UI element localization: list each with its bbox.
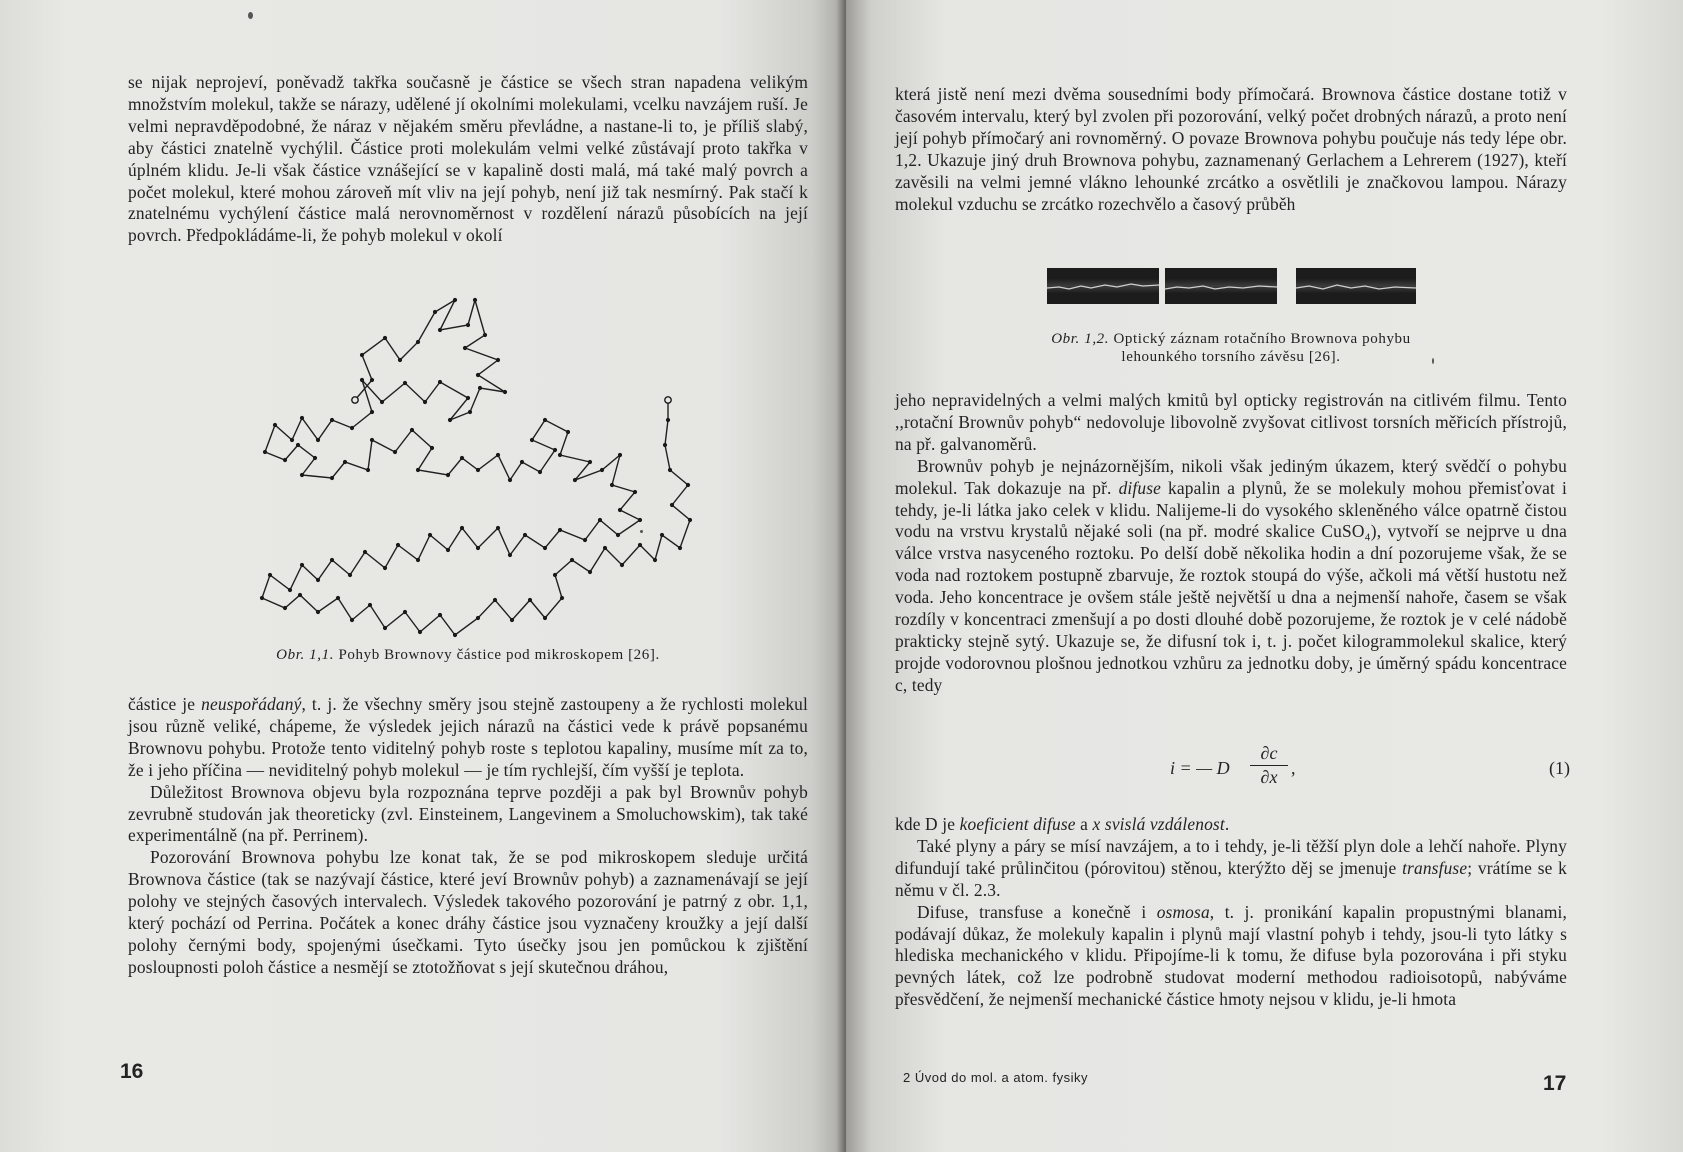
- equation-numerator: ∂c: [1260, 743, 1278, 763]
- right-paragraph-2: jeho nepravidelných a velmi malých kmitů byl opticky registrován na citlivém filmu. Tento ,,rotační Brownův pohyb“ nedovoluje libovolně zvyšovat citlivost torsních měřicích přístrojů, na př. galvanoměrů.: [895, 390, 1567, 454]
- left-bottom-text: [128, 694, 808, 979]
- path-point: [313, 456, 317, 460]
- paper-speck: [248, 12, 253, 19]
- path-point: [410, 428, 414, 432]
- path-point: [688, 518, 692, 522]
- right-paragraph-1: která jistě není mezi dvěma sousedními body přímočará. Brownova částice dostane totiž v časovém intervalu, který byl zvolen při pozorování, velký počet drobných nárazů, a proto není její pohyb přímočarý ani rovnoměrný. O povaze Brownova pohybu poučuje nás tedy lépe obr. 1,2. Ukazuje jiný druh Brownova pohybu, zaznamenaný Gerlachem a Lehrerem (1927), kteří zavěsili na velmi jemné vlákno lehounké zrcátko a osvětlili je značkovou lampou. Nárazy molekul vzduchu se zrcátko rozechvělo a časový průběh: [895, 84, 1567, 214]
- path-point: [273, 423, 277, 427]
- diffusion-equation: [1170, 743, 1570, 793]
- path-point: [476, 616, 480, 620]
- path-point: [298, 593, 302, 597]
- path-point: [403, 381, 407, 385]
- path-point: [610, 483, 614, 487]
- path-point: [290, 438, 294, 442]
- path-point: [560, 596, 564, 600]
- figure-1-1-caption: [128, 646, 808, 664]
- path-point: [670, 503, 674, 507]
- figure-1-2-caption: [895, 330, 1567, 366]
- path-point: [663, 443, 667, 447]
- path-point: [598, 518, 602, 522]
- path-point: [363, 550, 367, 554]
- path-point: [476, 468, 480, 472]
- path-point: [496, 526, 500, 530]
- brownian-path-points: [260, 298, 692, 637]
- path-point: [433, 310, 437, 314]
- right-middle-text: [895, 390, 1567, 697]
- path-point: [530, 438, 534, 442]
- path-point: [618, 508, 622, 512]
- path-point: [603, 546, 607, 550]
- path-point: [370, 378, 374, 382]
- path-point: [330, 558, 334, 562]
- path-point: [383, 566, 387, 570]
- path-point: [638, 518, 642, 522]
- path-point: [538, 470, 542, 474]
- path-point: [466, 323, 470, 327]
- path-point: [370, 438, 374, 442]
- path-point: [633, 490, 637, 494]
- path-point: [383, 336, 387, 340]
- paper-speck: [1432, 358, 1434, 364]
- equation-lhs: i = — D: [1170, 758, 1230, 778]
- path-point: [453, 298, 457, 302]
- path-point: [350, 618, 354, 622]
- path-point: [360, 378, 364, 382]
- path-point: [366, 468, 370, 472]
- figure-1-1-label: Obr. 1,1.: [276, 647, 335, 663]
- path-point: [263, 450, 267, 454]
- path-point: [573, 478, 577, 482]
- path-point: [283, 606, 287, 610]
- right-top-text: [895, 84, 1567, 215]
- path-point: [618, 453, 622, 457]
- path-point: [493, 598, 497, 602]
- path-point: [653, 558, 657, 562]
- path-point: [453, 633, 457, 637]
- path-point: [460, 456, 464, 460]
- equation-denominator: ∂x: [1260, 767, 1278, 787]
- path-point: [330, 476, 334, 480]
- path-point: [570, 558, 574, 562]
- equation-fraction: [1250, 743, 1288, 788]
- path-point: [468, 410, 472, 414]
- right-paragraph-5: Také plyny a páry se mísí navzájem, a to i tehdy, je-li těžší plyn dole a lehčí nahoře. Plyny difundují také průlinčitou (pórovitou) stěnou, kterýžto děj se jmenuje transfuse; vrátíme se k němu v čl. 2.3.: [895, 835, 1567, 900]
- path-point: [370, 410, 374, 414]
- path-point: [348, 573, 352, 577]
- path-point: [558, 453, 562, 457]
- path-point: [316, 578, 320, 582]
- path-point: [416, 558, 420, 562]
- path-point: [300, 563, 304, 567]
- left-paragraph-4: Pozorování Brownova pohybu lze konat tak, že se pod mikroskopem sleduje určitá Brownova částice (tak se nazývají částice, které jeví Brownův pohyb) a zaznamenávají se její polohy ve stejných časových intervalech. Výsledek takového pozorování je patrný z obr. 1,1, který pochází od Perrina. Počátek a konec dráhy částice jsou vyznačeny kroužky a její další polohy černými body, spojenými úsečkami. Tyto úsečky jsou jen pomůckou k zjištění posloupnosti poloh částice a nesmějí se ztotožňovat s její skutečnou dráhou,: [128, 847, 808, 977]
- path-point: [316, 438, 320, 442]
- left-paragraph-1: se nijak neprojeví, poněvadž takřka současně je částice se všech stran napadena velikým množstvím molekul, takže se nárazy, udělené jí okolními molekulami, vcelku navzájem ruší. Je velmi nepravděpodobné, že náraz v nějakém směru převládne, a nastane-li to, je příliš slabý, aby částici znatelně vychýlil. Částice proti molekulám velmi velké zůstávají proto takřka v úplném klidu. Je-li však částice vznášející se v kapalině dosti malá, má také malý povrch a počet molekul, které mohou zároveň mít vliv na její pohyb, není již tak nesmírný. Pak stačí k znatelnému vychýlení částice malá nerovnoměrnost v rozdělení nárazů působících na její povrch. Předpokládáme-li, že pohyb molekul v okolí: [128, 72, 808, 246]
- path-point: [583, 538, 587, 542]
- path-point: [416, 340, 420, 344]
- path-point: [638, 543, 642, 547]
- path-point: [460, 526, 464, 530]
- path-point: [300, 416, 304, 420]
- path-point: [660, 533, 664, 537]
- path-point: [463, 346, 467, 350]
- path-point: [446, 548, 450, 552]
- path-point: [330, 418, 334, 422]
- left-page-number: 16: [120, 1060, 144, 1083]
- path-point: [418, 630, 422, 634]
- path-point: [368, 603, 372, 607]
- path-point: [483, 333, 487, 337]
- path-point: [543, 546, 547, 550]
- path-point: [316, 610, 320, 614]
- path-point: [616, 533, 620, 537]
- figure-1-2-text: Optický záznam rotačního Brownova pohybu: [1113, 331, 1411, 347]
- path-point: [438, 328, 442, 332]
- path-point: [476, 373, 480, 377]
- path-point: [508, 478, 512, 482]
- path-point: [260, 596, 264, 600]
- path-point: [686, 483, 690, 487]
- path-point: [528, 598, 532, 602]
- path-point: [503, 390, 507, 394]
- path-point: [430, 446, 434, 450]
- equation-comma: ,: [1291, 758, 1296, 778]
- optical-record-trace: [1047, 268, 1417, 304]
- path-point: [288, 588, 292, 592]
- right-paragraph-4: kde D je koeficient difuse a x svislá vzdálenost.: [895, 814, 1230, 834]
- path-point: [558, 528, 562, 532]
- path-point: [588, 460, 592, 464]
- path-point: [296, 443, 300, 447]
- figure-1-2-text-line2: lehounkého torsního závěsu [26].: [1121, 349, 1341, 365]
- path-point: [510, 618, 514, 622]
- path-point: [600, 468, 604, 472]
- path-point: [666, 418, 670, 422]
- right-paragraph-3: Brownův pohyb je nejnázornějším, nikoli však jediným úkazem, který svědčí o pohybu molekul. Tak dokazuje na př. difuse kapalin a plynů, že se molekuly mohou přemisťovat i tehdy, je-li látka jako celek v klidu. Nalijeme-li do vysokého skleněného válce opatrně čistou vodu na vrstvu krystalů nějaké soli (na př. modré skalice CuSO₄), vytvoří se nejprve u dna válce vrstva nasyceného roztoku. Po delší době několika hodin a dní pozorujeme však, že se voda nad roztokem postupně zbarvuje, že roztok stoupá do výše, ačkoli má větší hustotu než voda. Jeho koncentrace je ovšem stále ještě největší u dna a nejmenší nahoře, časem se však rozdíly v koncentraci zmenšují a po dosti dlouhé době pozorujeme, že roztok je v celé nádobě prakticky stejně sytý. Ukazuje se, že difusní tok i, t. j. počet kilogrammolekul skalice, který projde vodorovnou plošnou jednotkou vzhůru za jednotku doby, je úměrný spádu koncentrace c, tedy: [895, 455, 1567, 695]
- path-point: [448, 418, 452, 422]
- path-point: [283, 458, 287, 462]
- path-point: [476, 546, 480, 550]
- path-point: [360, 353, 364, 357]
- path-point: [438, 613, 442, 617]
- path-point: [566, 430, 570, 434]
- path-point: [520, 460, 524, 464]
- path-point: [508, 553, 512, 557]
- path-point: [543, 616, 547, 620]
- path-point: [268, 573, 272, 577]
- optical-record-figure: [1047, 268, 1417, 304]
- path-point: [380, 400, 384, 404]
- path-point: [446, 473, 450, 477]
- path-start-circle: [352, 397, 358, 403]
- right-bottom-text: [895, 814, 1567, 1011]
- path-point: [543, 418, 547, 422]
- path-point: [383, 626, 387, 630]
- path-point: [466, 396, 470, 400]
- figure-1-1-text: Pohyb Brownovy částice pod mikroskopem [26].: [338, 647, 660, 663]
- path-point: [553, 448, 557, 452]
- path-point: [398, 358, 402, 362]
- path-point: [336, 596, 340, 600]
- path-point: [350, 426, 354, 430]
- signature-footer: 2 Úvod do mol. a atom. fysiky: [903, 1070, 1089, 1085]
- path-point: [423, 400, 427, 404]
- path-point: [403, 610, 407, 614]
- path-point: [438, 380, 442, 384]
- path-point: [396, 543, 400, 547]
- left-paragraph-2: částice je neuspořádaný, t. j. že všechny směry jsou stejně zastoupeny a že rychlosti molekul jsou různě veliké, chápeme, že výsledek jejich nárazů na částici vede k právě popsanému Brownovu pohybu. Protože tento viditelný pohyb roste s teplotou kapaliny, musíme mít za to, že i jeho příčina — neviditelný pohyb molekul — je tím rychlejší, čím vyšší je teplota.: [128, 694, 808, 780]
- brownian-path-line: [262, 300, 690, 635]
- path-point: [523, 533, 527, 537]
- path-point: [300, 473, 304, 477]
- path-point: [496, 453, 500, 457]
- path-point: [478, 386, 482, 390]
- path-end-circle: [665, 397, 671, 403]
- brownian-path-figure: [0, 0, 846, 660]
- path-point: [428, 533, 432, 537]
- right-page-number: 17: [1543, 1072, 1567, 1095]
- left-paragraph-3: Důležitost Brownova objevu byla rozpoznána teprve později a pak byl Brownův pohyb zevrubně studován jak theoreticky (zvl. Einsteinem, Langevinem a Smoluchowskim), tak také experimentálně (na př. Perrinem).: [128, 781, 808, 846]
- figure-1-2-label: Obr. 1,2.: [1051, 331, 1110, 347]
- path-point: [668, 468, 672, 472]
- path-point: [588, 570, 592, 574]
- path-point: [343, 460, 347, 464]
- path-point: [393, 450, 397, 454]
- path-point: [496, 358, 500, 362]
- path-point: [553, 573, 557, 577]
- path-point: [473, 298, 477, 302]
- equation-number: (1): [1549, 758, 1570, 778]
- right-paragraph-6: Difuse, transfuse a konečně i osmosa, t. j. pronikání kapalin propustnými blanami, podávají důkaz, že molekuly kapalin i plynů mají vlastní pohyb i tehdy, jsou-li tyto látky s hlediska mechanického v klidu. Připojíme-li k tomu, že difuse byla pozorována i při styku pevných látek, což lze podrobně studovat moderní methodou radioisotopů, nabýváme přesvědčení, že nejmenší mechanické částice hmoty nejsou v klidu, je-li hmota: [895, 901, 1567, 1010]
- path-point: [416, 468, 420, 472]
- path-point: [678, 546, 682, 550]
- paper-speck: [640, 530, 643, 533]
- path-point: [620, 563, 624, 567]
